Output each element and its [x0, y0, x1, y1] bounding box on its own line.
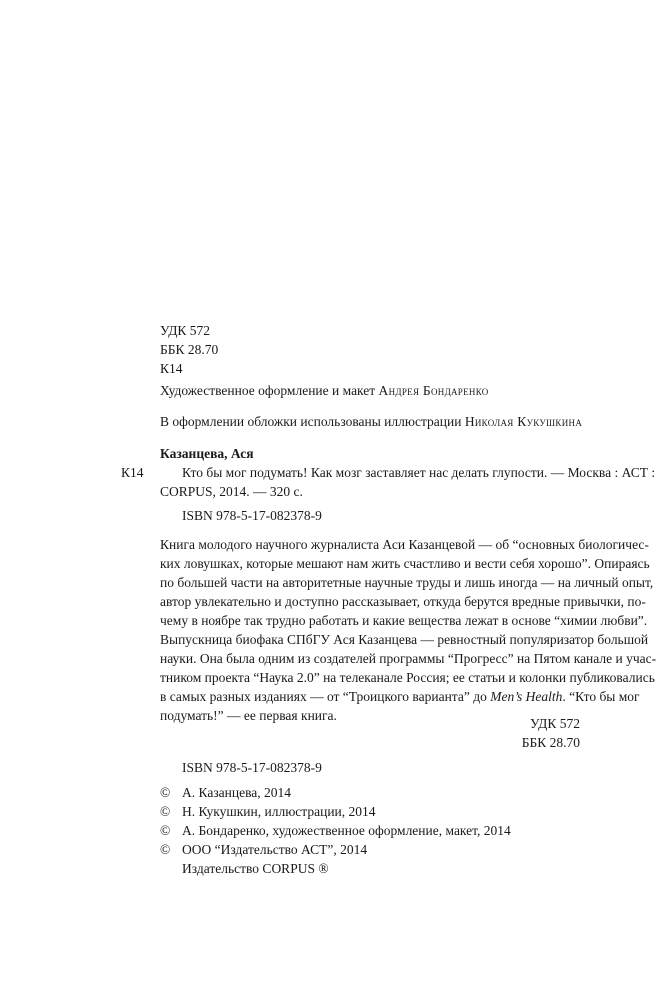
udk-code: УДК 572 [160, 323, 211, 338]
design-credit-prefix: Художественное оформление и макет [160, 383, 376, 398]
cover-credit [160, 412, 582, 431]
copyright-item: Н. Кукушкин, иллюстрации, 2014 [182, 804, 376, 819]
annotation-tail: . “Кто бы мог [562, 689, 640, 704]
copyright-symbol: © [160, 804, 171, 819]
design-credit-name: Андрея Бондаренко [378, 383, 489, 398]
author-heading: Казанцева, Ася [160, 446, 254, 461]
bbk-code-right: ББК 28.70 [521, 735, 580, 750]
annotation-line: по большей части на авторитетные научные труды и лишь иногда — на личный опыт, [160, 575, 654, 590]
author-mark: К14 [160, 361, 183, 376]
copyright-symbol: © [160, 785, 171, 800]
biblio-title-line: Кто бы мог подумать! Как мозг заставляет нас делать глупости. — Москва : АСТ : [182, 465, 656, 480]
copyright-symbol: © [160, 823, 171, 838]
copyright-symbol: © [160, 842, 171, 857]
cover-credit-name: Николая Кукушкина [464, 414, 583, 429]
bbk-code: ББК 28.70 [160, 342, 219, 357]
annotation-line: тником проекта “Наука 2.0” на телеканале Россия; ее статьи и колонки публиковались [160, 670, 655, 685]
cover-credit-prefix: В оформлении обложки использованы иллюстрации [160, 414, 462, 429]
copyright-item: ООО “Издательство АСТ”, 2014 [182, 842, 368, 857]
magazine-title: Men’s Health [490, 689, 563, 704]
annotation-line: Книга молодого научного журналиста Аси Казанцевой — об “основных биологичес- [160, 537, 649, 552]
biblio-publisher-line: CORPUS, 2014. — 320 с. [160, 484, 303, 499]
annotation-paragraph [160, 535, 656, 725]
annotation-last-line: подумать!” — ее первая книга. [160, 708, 337, 723]
udk-code-right: УДК 572 [529, 716, 580, 731]
annotation-line: ких ловушках, которые мешают нам жить счастливо и вести себя хорошо”. Опираясь [160, 556, 650, 571]
annotation-line: автор увлекательно и доступно рассказывает, откуда берутся вредные привычки, по- [160, 594, 646, 609]
biblio-author-mark: К14 [121, 465, 144, 480]
annotation-line-mixed [160, 687, 656, 706]
annotation-line: в самых разных изданиях — от “Троицкого варианта” до [160, 689, 487, 704]
copyright-item: А. Бондаренко, художественное оформление, макет, 2014 [182, 823, 511, 838]
design-credit [160, 381, 489, 400]
publisher-imprint: Издательство CORPUS ® [182, 861, 329, 876]
biblio-isbn: ISBN 978-5-17-082378-9 [182, 508, 322, 523]
isbn-bottom: ISBN 978-5-17-082378-9 [182, 760, 322, 775]
copyright-item: А. Казанцева, 2014 [182, 785, 292, 800]
annotation-line: науки. Она была одним из создателей программы “Прогресс” на Пятом канале и учас- [160, 651, 657, 666]
annotation-line: чему в ноябре так трудно работать и какие вещества лежат в основе “химии любви”. [160, 613, 648, 628]
annotation-line: Выпускница биофака СПбГУ Ася Казанцева — ревностный популяризатор большой [160, 632, 649, 647]
